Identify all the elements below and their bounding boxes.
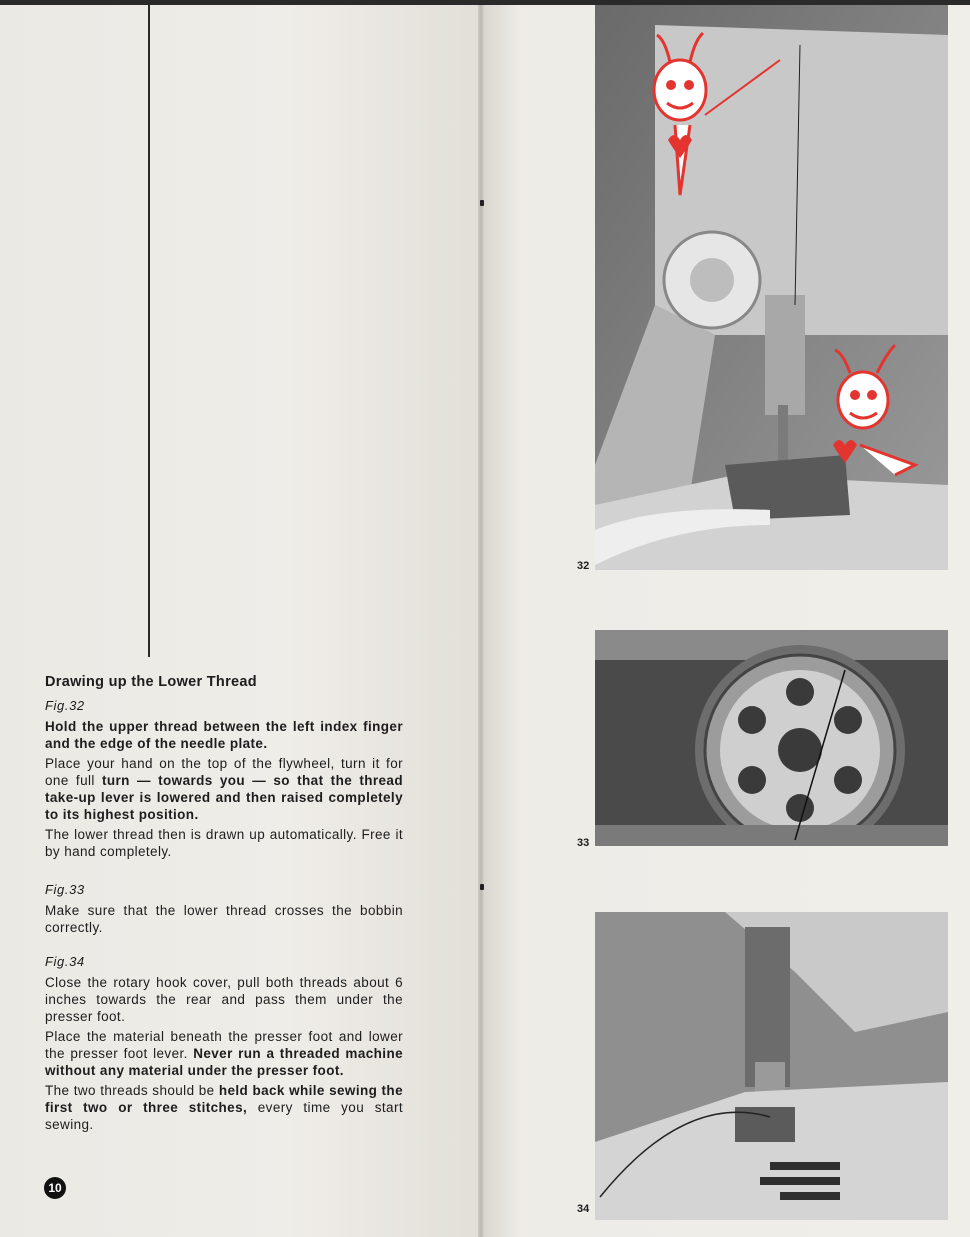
figure-34-photo [595, 912, 948, 1220]
page-gutter [478, 5, 484, 1237]
fig-32-paragraph-2: The lower thread then is drawn up automatically. Free it by hand completely. [45, 827, 403, 859]
figure-32-number: 32 [577, 560, 590, 572]
fig-34-p3-text-b: every time you start sewing. [45, 1100, 403, 1132]
fig-33-paragraph: Make sure that the lower thread crosses the bobbin correctly. [45, 903, 403, 935]
fig-34-p2-emphasis: Never run a threaded machine without any material under the presser foot. [45, 1046, 403, 1078]
figure-33-photo [595, 630, 948, 846]
fig-34-p3-emphasis: held back while sewing the first two or three stitches, [45, 1083, 403, 1115]
fig-32-p1-text: Place your hand on the top of the flywheel, turn it for one full [45, 756, 403, 788]
staple [480, 884, 484, 890]
fig-32-bold-instruction: Hold the upper thread between the left index finger and the edge of the needle plate. [45, 719, 403, 751]
column-rule [148, 5, 150, 657]
fig-34-paragraph-3 [45, 1082, 403, 1133]
fig-32-p1-emphasis: turn — towards you — so that the thread take-up lever is lowered and then raised completely to its highest position. [45, 773, 403, 822]
figure-34-number: 34 [577, 1203, 590, 1215]
fig-34-paragraph-1: Close the rotary hook cover, pull both threads about 6 inches towards the rear and pass them under the presser foot. [45, 975, 403, 1024]
fig-33-label: Fig.33 [45, 882, 85, 897]
fig-34-label: Fig.34 [45, 954, 85, 969]
fig-32-label: Fig.32 [45, 698, 85, 713]
page-number-badge: 10 [44, 1177, 66, 1199]
fig-34-paragraph-2 [45, 1028, 403, 1079]
fig-34-p2-text: Place the material beneath the presser foot and lower the presser foot lever. [45, 1029, 403, 1061]
staple [480, 200, 484, 206]
fig-34-p3-text-a: The two threads should be [45, 1083, 219, 1098]
section-heading: Drawing up the Lower Thread [45, 674, 257, 690]
figure-32-photo [595, 5, 948, 570]
figure-33-number: 33 [577, 837, 590, 849]
fig-32-paragraph-1 [45, 755, 403, 823]
instructions-column [45, 674, 403, 1133]
